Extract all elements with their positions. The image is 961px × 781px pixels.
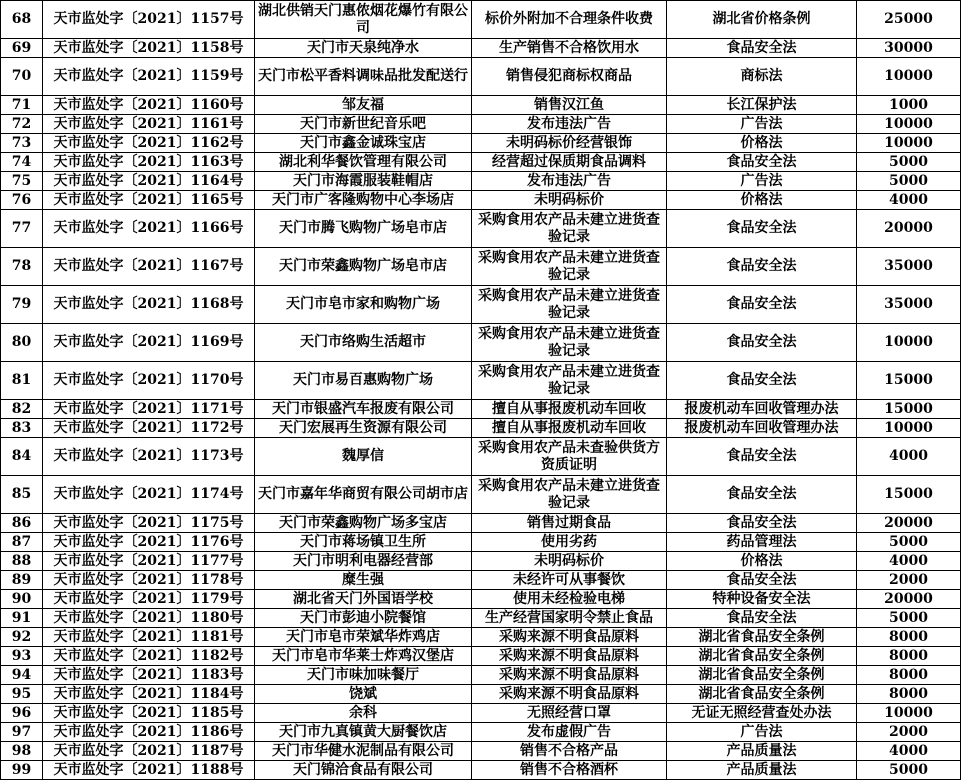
document-number: 天市监处字〔2021〕1179号 <box>43 590 255 609</box>
legal-basis: 价格法 <box>667 191 857 210</box>
document-number: 天市监处字〔2021〕1157号 <box>43 1 255 39</box>
party-name: 天门市天泉纯净水 <box>255 39 472 58</box>
row-number: 96 <box>1 704 43 723</box>
violation: 采购来源不明食品原料 <box>472 666 667 685</box>
legal-basis: 价格法 <box>667 552 857 571</box>
row-number: 94 <box>1 666 43 685</box>
legal-basis: 食品安全法 <box>667 248 857 286</box>
row-number: 72 <box>1 115 43 134</box>
party-name: 天门市腾飞购物广场皂市店 <box>255 210 472 248</box>
legal-basis: 食品安全法 <box>667 153 857 172</box>
row-number: 75 <box>1 172 43 191</box>
row-number: 77 <box>1 210 43 248</box>
table-row <box>1 438 961 476</box>
penalty-amount: 8000 <box>857 647 961 666</box>
party-name: 天门市荣鑫购物广场皂市店 <box>255 248 472 286</box>
row-number: 99 <box>1 761 43 780</box>
row-number: 88 <box>1 552 43 571</box>
legal-basis: 广告法 <box>667 723 857 742</box>
party-name: 天门市松平香料调味品批发配送行 <box>255 58 472 96</box>
document-number: 天市监处字〔2021〕1173号 <box>43 438 255 476</box>
document-number: 天市监处字〔2021〕1169号 <box>43 324 255 362</box>
violation: 销售过期食品 <box>472 514 667 533</box>
party-name: 天门宏展再生资源有限公司 <box>255 419 472 438</box>
document-number: 天市监处字〔2021〕1182号 <box>43 647 255 666</box>
table-row <box>1 153 961 172</box>
row-number: 90 <box>1 590 43 609</box>
table-row <box>1 609 961 628</box>
table-row <box>1 476 961 514</box>
legal-basis: 药品管理法 <box>667 533 857 552</box>
party-name: 糜生强 <box>255 571 472 590</box>
document-number: 天市监处字〔2021〕1162号 <box>43 134 255 153</box>
violation: 采购食用农产品未建立进货查验记录 <box>472 476 667 514</box>
row-number: 92 <box>1 628 43 647</box>
legal-basis: 报废机动车回收管理办法 <box>667 419 857 438</box>
violation: 擅自从事报废机动车回收 <box>472 419 667 438</box>
row-number: 95 <box>1 685 43 704</box>
row-number: 97 <box>1 723 43 742</box>
document-number: 天市监处字〔2021〕1170号 <box>43 362 255 400</box>
document-number: 天市监处字〔2021〕1164号 <box>43 172 255 191</box>
row-number: 83 <box>1 419 43 438</box>
legal-basis: 食品安全法 <box>667 514 857 533</box>
party-name: 湖北利华餐饮管理有限公司 <box>255 153 472 172</box>
penalty-amount: 2000 <box>857 723 961 742</box>
document-number: 天市监处字〔2021〕1176号 <box>43 533 255 552</box>
row-number: 79 <box>1 286 43 324</box>
table-row <box>1 324 961 362</box>
table-row <box>1 39 961 58</box>
penalty-amount: 15000 <box>857 400 961 419</box>
penalty-amount: 10000 <box>857 58 961 96</box>
document-number: 天市监处字〔2021〕1188号 <box>43 761 255 780</box>
row-number: 91 <box>1 609 43 628</box>
penalty-amount: 2000 <box>857 571 961 590</box>
legal-basis: 特种设备安全法 <box>667 590 857 609</box>
row-number: 93 <box>1 647 43 666</box>
legal-basis: 湖北省食品安全条例 <box>667 647 857 666</box>
party-name: 余科 <box>255 704 472 723</box>
legal-basis: 食品安全法 <box>667 609 857 628</box>
penalty-amount: 10000 <box>857 324 961 362</box>
legal-basis: 食品安全法 <box>667 286 857 324</box>
table-row <box>1 419 961 438</box>
row-number: 87 <box>1 533 43 552</box>
row-number: 74 <box>1 153 43 172</box>
violation: 发布违法广告 <box>472 172 667 191</box>
violation: 采购食用农产品未建立进货查验记录 <box>472 248 667 286</box>
legal-basis: 湖北省价格条例 <box>667 1 857 39</box>
table-row <box>1 571 961 590</box>
penalty-amount: 10000 <box>857 419 961 438</box>
row-number: 69 <box>1 39 43 58</box>
document-number: 天市监处字〔2021〕1163号 <box>43 153 255 172</box>
table-row <box>1 248 961 286</box>
penalty-amount: 20000 <box>857 210 961 248</box>
row-number: 98 <box>1 742 43 761</box>
document-number: 天市监处字〔2021〕1158号 <box>43 39 255 58</box>
table-row <box>1 96 961 115</box>
violation: 采购来源不明食品原料 <box>472 628 667 647</box>
violation: 未明码标价经营银饰 <box>472 134 667 153</box>
party-name: 天门市皂市家和购物广场 <box>255 286 472 324</box>
table-row <box>1 191 961 210</box>
table-row <box>1 685 961 704</box>
penalty-amount: 25000 <box>857 1 961 39</box>
party-name: 天门市明利电器经营部 <box>255 552 472 571</box>
table-row <box>1 590 961 609</box>
row-number: 78 <box>1 248 43 286</box>
legal-basis: 食品安全法 <box>667 39 857 58</box>
violation: 使用未经检验电梯 <box>472 590 667 609</box>
legal-basis: 湖北省食品安全条例 <box>667 685 857 704</box>
legal-basis: 商标法 <box>667 58 857 96</box>
violation: 未明码标价 <box>472 552 667 571</box>
party-name: 天门市味加味餐厅 <box>255 666 472 685</box>
violation: 采购食用农产品未建立进货查验记录 <box>472 286 667 324</box>
violation: 标价外附加不合理条件收费 <box>472 1 667 39</box>
violation: 销售不合格酒杯 <box>472 761 667 780</box>
party-name: 天门市络购生活超市 <box>255 324 472 362</box>
table-row <box>1 761 961 780</box>
row-number: 71 <box>1 96 43 115</box>
legal-basis: 湖北省食品安全条例 <box>667 628 857 647</box>
party-name: 邹友福 <box>255 96 472 115</box>
violation: 采购来源不明食品原料 <box>472 685 667 704</box>
row-number: 86 <box>1 514 43 533</box>
document-number: 天市监处字〔2021〕1168号 <box>43 286 255 324</box>
legal-basis: 湖北省食品安全条例 <box>667 666 857 685</box>
party-name: 天门市银盛汽车报废有限公司 <box>255 400 472 419</box>
penalty-amount: 5000 <box>857 533 961 552</box>
legal-basis: 广告法 <box>667 115 857 134</box>
table-row <box>1 647 961 666</box>
table-row <box>1 533 961 552</box>
party-name: 天门市新世纪音乐吧 <box>255 115 472 134</box>
table-row <box>1 1 961 39</box>
table-row <box>1 514 961 533</box>
violation: 采购食用农产品未建立进货查验记录 <box>472 324 667 362</box>
penalty-amount: 8000 <box>857 628 961 647</box>
penalty-amount: 35000 <box>857 286 961 324</box>
violation: 销售不合格产品 <box>472 742 667 761</box>
violation: 生产销售不合格饮用水 <box>472 39 667 58</box>
penalty-amount: 15000 <box>857 476 961 514</box>
violation: 采购食用农产品未建立进货查验记录 <box>472 362 667 400</box>
document-number: 天市监处字〔2021〕1165号 <box>43 191 255 210</box>
document-number: 天市监处字〔2021〕1160号 <box>43 96 255 115</box>
party-name: 魏厚信 <box>255 438 472 476</box>
document-number: 天市监处字〔2021〕1166号 <box>43 210 255 248</box>
party-name: 天门市蒋场镇卫生所 <box>255 533 472 552</box>
legal-basis: 食品安全法 <box>667 476 857 514</box>
table-row <box>1 134 961 153</box>
party-name: 天门市荣鑫购物广场多宝店 <box>255 514 472 533</box>
penalty-amount: 4000 <box>857 438 961 476</box>
table-row <box>1 704 961 723</box>
penalty-amount: 35000 <box>857 248 961 286</box>
legal-basis: 食品安全法 <box>667 438 857 476</box>
table-body <box>1 1 961 780</box>
table-row <box>1 115 961 134</box>
violation: 擅自从事报废机动车回收 <box>472 400 667 419</box>
row-number: 80 <box>1 324 43 362</box>
row-number: 82 <box>1 400 43 419</box>
penalty-amount: 15000 <box>857 362 961 400</box>
penalty-amount: 8000 <box>857 666 961 685</box>
penalty-amount: 10000 <box>857 134 961 153</box>
party-name: 天门市易百惠购物广场 <box>255 362 472 400</box>
penalty-amount: 8000 <box>857 685 961 704</box>
violation: 未经许可从事餐饮 <box>472 571 667 590</box>
document-number: 天市监处字〔2021〕1180号 <box>43 609 255 628</box>
table-row <box>1 742 961 761</box>
penalty-amount: 4000 <box>857 552 961 571</box>
penalty-amount: 5000 <box>857 153 961 172</box>
legal-basis: 产品质量法 <box>667 761 857 780</box>
table-row <box>1 172 961 191</box>
party-name: 天门市华健水泥制品有限公司 <box>255 742 472 761</box>
document-number: 天市监处字〔2021〕1175号 <box>43 514 255 533</box>
penalty-amount: 20000 <box>857 514 961 533</box>
violation: 经营超过保质期食品调料 <box>472 153 667 172</box>
table-row <box>1 723 961 742</box>
penalty-amount: 10000 <box>857 704 961 723</box>
document-number: 天市监处字〔2021〕1187号 <box>43 742 255 761</box>
penalty-amount: 5000 <box>857 609 961 628</box>
document-number: 天市监处字〔2021〕1174号 <box>43 476 255 514</box>
row-number: 68 <box>1 1 43 39</box>
party-name: 饶斌 <box>255 685 472 704</box>
party-name: 天门市皂市华莱士炸鸡汉堡店 <box>255 647 472 666</box>
document-number: 天市监处字〔2021〕1183号 <box>43 666 255 685</box>
violation: 采购食用农产品未建立进货查验记录 <box>472 210 667 248</box>
row-number: 85 <box>1 476 43 514</box>
legal-basis: 食品安全法 <box>667 362 857 400</box>
violation: 未明码标价 <box>472 191 667 210</box>
legal-basis: 产品质量法 <box>667 742 857 761</box>
document-number: 天市监处字〔2021〕1161号 <box>43 115 255 134</box>
party-name: 天门市广客隆购物中心李场店 <box>255 191 472 210</box>
penalty-amount: 5000 <box>857 172 961 191</box>
document-number: 天市监处字〔2021〕1181号 <box>43 628 255 647</box>
table-row <box>1 400 961 419</box>
violation: 采购来源不明食品原料 <box>472 647 667 666</box>
document-number: 天市监处字〔2021〕1186号 <box>43 723 255 742</box>
table-row <box>1 552 961 571</box>
document-number: 天市监处字〔2021〕1177号 <box>43 552 255 571</box>
party-name: 天门市九真镇黄大厨餐饮店 <box>255 723 472 742</box>
violation: 采购食用农产品未查验供货方资质证明 <box>472 438 667 476</box>
party-name: 天门市嘉年华商贸有限公司胡市店 <box>255 476 472 514</box>
document-number: 天市监处字〔2021〕1159号 <box>43 58 255 96</box>
penalty-amount: 5000 <box>857 761 961 780</box>
row-number: 73 <box>1 134 43 153</box>
penalty-amount: 20000 <box>857 590 961 609</box>
penalty-amount: 1000 <box>857 96 961 115</box>
legal-basis: 食品安全法 <box>667 324 857 362</box>
document-number: 天市监处字〔2021〕1172号 <box>43 419 255 438</box>
party-name: 天门锦洽食品有限公司 <box>255 761 472 780</box>
party-name: 湖北省天门外国语学校 <box>255 590 472 609</box>
violation: 发布违法广告 <box>472 115 667 134</box>
legal-basis: 食品安全法 <box>667 210 857 248</box>
violation: 销售侵犯商标权商品 <box>472 58 667 96</box>
document-number: 天市监处字〔2021〕1171号 <box>43 400 255 419</box>
violation: 使用劣药 <box>472 533 667 552</box>
row-number: 76 <box>1 191 43 210</box>
table-row <box>1 666 961 685</box>
document-number: 天市监处字〔2021〕1184号 <box>43 685 255 704</box>
party-name: 天门市鑫金诚珠宝店 <box>255 134 472 153</box>
penalty-amount: 10000 <box>857 115 961 134</box>
row-number: 89 <box>1 571 43 590</box>
violation: 生产经营国家明令禁止食品 <box>472 609 667 628</box>
document-number: 天市监处字〔2021〕1167号 <box>43 248 255 286</box>
party-name: 天门市海霞服装鞋帽店 <box>255 172 472 191</box>
row-number: 84 <box>1 438 43 476</box>
party-name: 天门市皂市荣斌华炸鸡店 <box>255 628 472 647</box>
legal-basis: 无证无照经营查处办法 <box>667 704 857 723</box>
table-row <box>1 286 961 324</box>
row-number: 81 <box>1 362 43 400</box>
violation: 发布虚假广告 <box>472 723 667 742</box>
penalty-amount: 4000 <box>857 742 961 761</box>
violation: 销售汉江鱼 <box>472 96 667 115</box>
party-name: 天门市彭迪小院餐馆 <box>255 609 472 628</box>
legal-basis: 广告法 <box>667 172 857 191</box>
document-number: 天市监处字〔2021〕1178号 <box>43 571 255 590</box>
legal-basis: 长江保护法 <box>667 96 857 115</box>
penalty-amount: 30000 <box>857 39 961 58</box>
table-row <box>1 628 961 647</box>
table-row <box>1 58 961 96</box>
violation: 无照经营口罩 <box>472 704 667 723</box>
legal-basis: 价格法 <box>667 134 857 153</box>
row-number: 70 <box>1 58 43 96</box>
legal-basis: 食品安全法 <box>667 571 857 590</box>
penalty-amount: 4000 <box>857 191 961 210</box>
document-number: 天市监处字〔2021〕1185号 <box>43 704 255 723</box>
table-row <box>1 362 961 400</box>
party-name: 湖北供销天门惠侬烟花爆竹有限公司 <box>255 1 472 39</box>
table-row <box>1 210 961 248</box>
legal-basis: 报废机动车回收管理办法 <box>667 400 857 419</box>
